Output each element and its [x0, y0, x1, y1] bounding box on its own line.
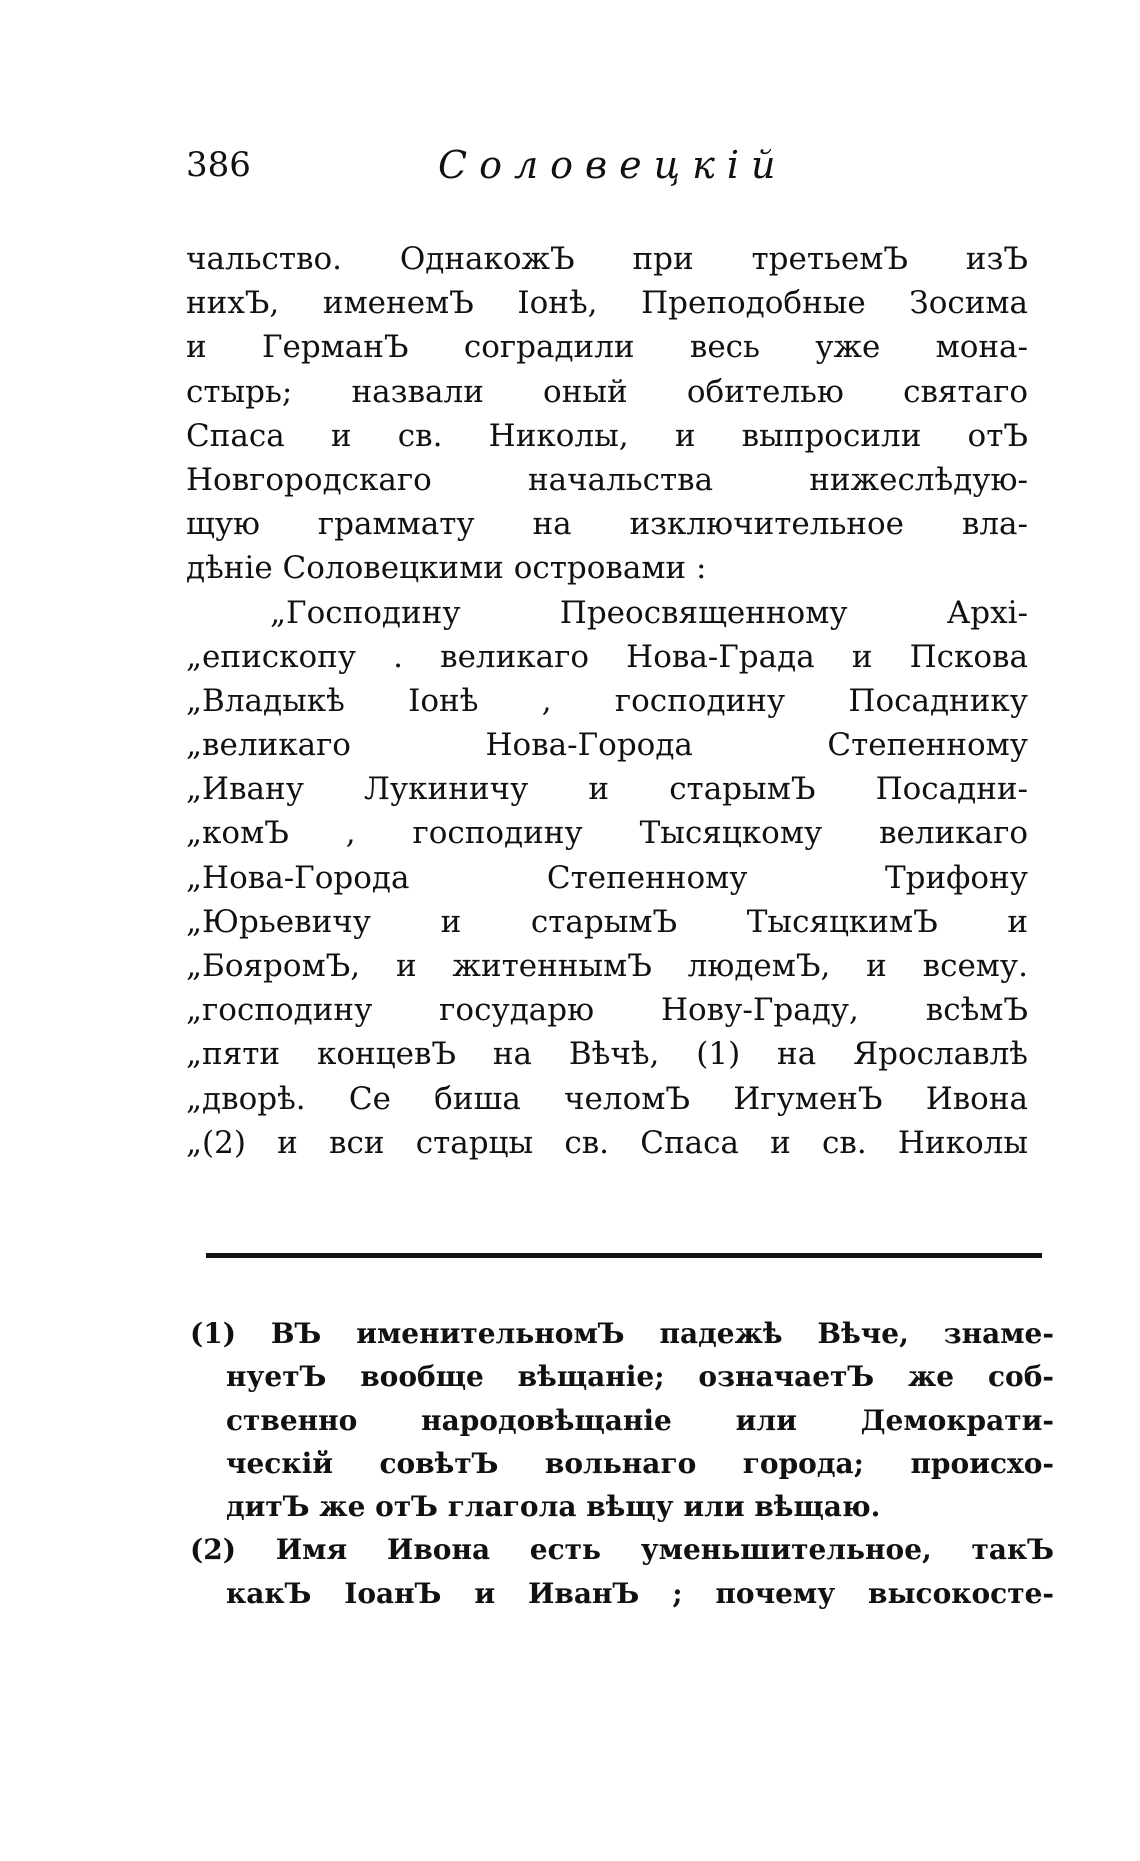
- footnote-line: (1) ВЪ именительномЪ падежѣ Вѣче, знаме-: [190, 1317, 1054, 1350]
- text-line: и ГерманЪ соградили весь уже мона-: [186, 329, 1028, 366]
- footnote-line: нуетЪ вообще вѣщаніе; означаетЪ же соб-: [226, 1360, 1054, 1394]
- page-number: 386: [186, 145, 251, 185]
- text-line: дѣніе Соловецкими островами :: [186, 550, 707, 587]
- text-line: „дворѣ. Се биша челомЪ ИгуменЪ Ивона: [186, 1080, 1028, 1117]
- text-line: „великаго Нова-Города Степенному: [186, 727, 1028, 764]
- footnote-line: (2) Имя Ивона есть уменьшительное, такЪ: [190, 1533, 1054, 1567]
- footnote-line: какЪ ІоанЪ и ИванЪ ; почему высокосте-: [226, 1576, 1054, 1610]
- text-line: „Господину Преосвященному Архі-: [270, 594, 1028, 631]
- text-line: „Нова-Города Степенному Трифону: [186, 859, 1028, 896]
- text-line: „Юрьевичу и старымЪ ТысяцкимЪ и: [186, 903, 1028, 940]
- footnote-line: ственно народовѣщаніе или Демократи-: [226, 1403, 1054, 1437]
- text-line: „(2) и вси старцы св. Спаса и св. Николы: [186, 1124, 1028, 1161]
- text-line: нихЪ, именемЪ Іонѣ, Преподобные Зосима: [186, 285, 1028, 322]
- main-text: [186, 237, 1028, 1165]
- page-header: [186, 140, 1046, 190]
- text-line: „епископу . великаго Нова-Града и Пскова: [186, 638, 1028, 675]
- footnote-line: дитЪ же отЪ глагола вѣщу или вѣщаю.: [226, 1490, 881, 1524]
- text-line: Новгородскаго начальства нижеслѣдую-: [186, 461, 1028, 498]
- running-head: Соловецкій: [438, 143, 788, 187]
- footnote-line: ческій совѣтЪ вольнаго города; происхо-: [226, 1446, 1054, 1480]
- text-line: „господину государю Нову-Граду, всѣмЪ: [186, 992, 1028, 1029]
- text-line: „Владыкѣ Іонѣ , господину Посаднику: [186, 682, 1028, 719]
- text-line: чальство. ОднакожЪ при третьемЪ изЪ: [186, 241, 1028, 277]
- footnote-divider: [206, 1253, 1042, 1258]
- text-line: „пяти концевЪ на Вѣчѣ, (1) на Ярославлѣ: [186, 1036, 1028, 1073]
- footnotes: [190, 1312, 1054, 1615]
- text-line: „комЪ , господину Тысяцкому великаго: [186, 815, 1028, 852]
- text-line: Спаса и св. Николы, и выпросили отЪ: [186, 417, 1028, 454]
- text-line: „БояромЪ, и житеннымЪ людемЪ, и всему.: [186, 948, 1028, 984]
- text-line: щую граммату на изключительное вла-: [186, 506, 1028, 543]
- text-line: стырь; назвали оный обителью святаго: [186, 373, 1028, 410]
- text-line: „Ивану Лукиничу и старымЪ Посадни-: [186, 771, 1028, 808]
